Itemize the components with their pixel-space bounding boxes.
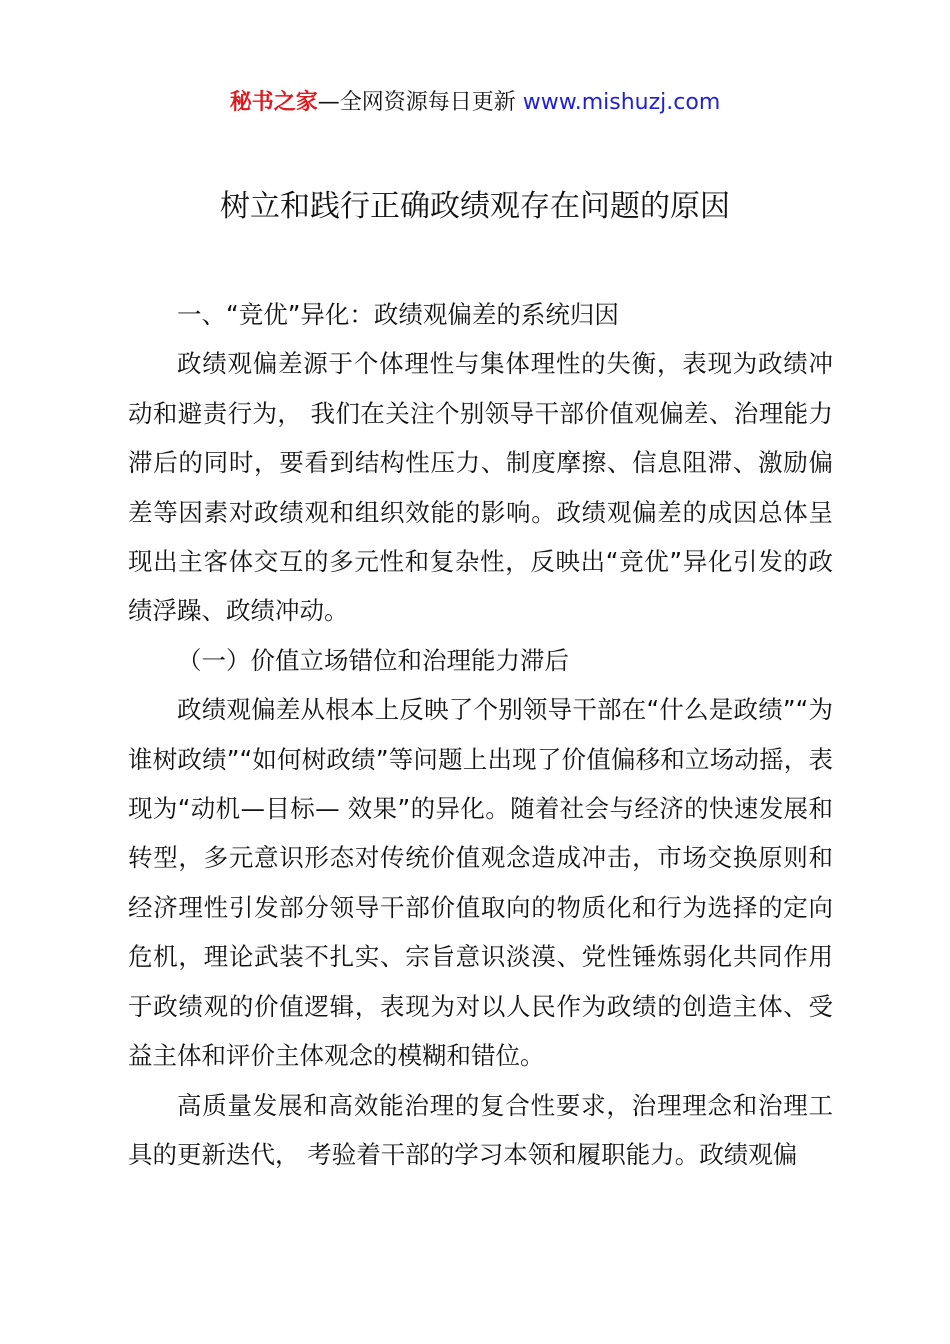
section-heading: 一、“竞优”异化：政绩观偏差的系统归因: [177, 300, 619, 329]
body-paragraph: 政绩观偏差从根本上反映了个别领导干部在“什么是政绩”“为谁树政绩”“如何树政绩”等问题上出现了价值偏移和立场动摇，表现为“动机—目标— 效果”的异化。随着社会与经济的快速发展和转型，多元意识形态对传统价值观念造成冲击，市场交换原则和经济理性引发部分领导干部价值取向的物质化和行为选择的定向危机，理论武装不扎实、宗旨意识淡漠、党性锤炼弱化共同作用于政绩观的价值逻辑，表现为对以人民作为政绩的创造主体、受益主体和评价主体观念的模糊和错位。: [128, 695, 833, 1071]
site-url-link[interactable]: www.mishuzj.com: [522, 90, 721, 115]
brand-name: 秘书之家: [229, 90, 318, 115]
body-paragraph: 高质量发展和高效能治理的复合性要求，治理理念和治理工具的更新迭代， 考验着干部的学习本领和履职能力。政绩观偏: [128, 1090, 833, 1169]
subsection-heading: （一）价值立场错位和治理能力滞后: [177, 645, 569, 675]
site-header: [0, 86, 950, 120]
document-title: 树立和践行正确政绩观存在问题的原因: [220, 189, 730, 224]
document-body: [128, 290, 833, 1179]
header-tagline: —全网资源每日更新: [317, 90, 516, 115]
body-paragraph: 政绩观偏差源于个体理性与集体理性的失衡，表现为政绩冲动和避责行为， 我们在关注个别领导干部价值观偏差、治理能力滞后的同时，要看到结构性压力、制度摩擦、信息阻滞、激励偏差等因素对政绩观和组织效能的影响。政绩观偏差的成因总体呈现出主客体交互的多元性和复杂性，反映出“竞优”异化引发的政绩浮躁、政绩冲动。: [128, 349, 833, 626]
